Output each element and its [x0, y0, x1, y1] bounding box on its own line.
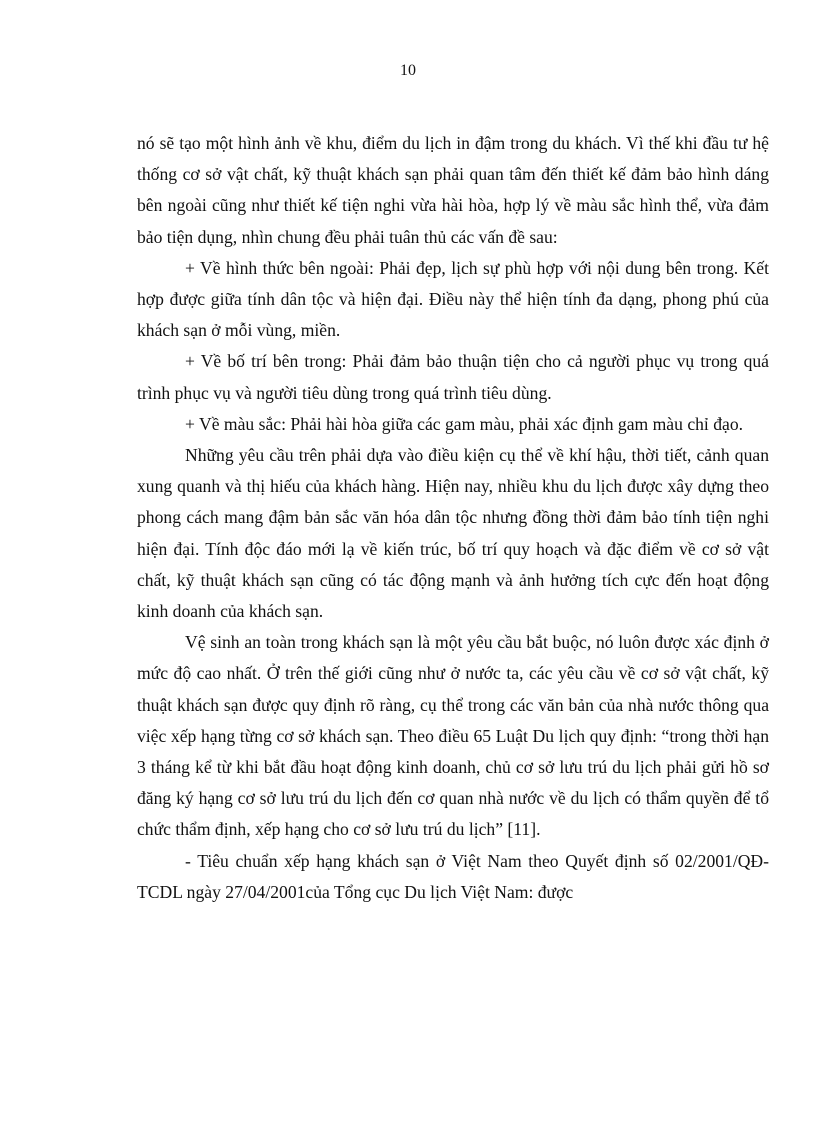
paragraph-hygiene-safety: Vệ sinh an toàn trong khách sạn là một yêu cầu bắt buộc, nó luôn được xác định ở mức độ cao nhất. Ở trên thế giới cũng như ở nước ta, các yêu cầu về cơ sở vật chất, kỹ thuật khách sạn được quy định rõ ràng, cụ thể trong các văn bản của nhà nước thông qua việc xếp hạng từng cơ sở khách sạn. Theo điều 65 Luật Du lịch quy định: “trong thời hạn 3 tháng kể từ khi bắt đầu hoạt động kinh doanh, chủ cơ sở lưu trú du lịch phải gửi hồ sơ đăng ký hạng cơ sở lưu trú du lịch đến cơ quan nhà nước về du lịch có thẩm quyền để tổ chức thẩm định, xếp hạng cho cơ sở lưu trú du lịch” [11].	[137, 632, 769, 840]
paragraph-requirements: Những yêu cầu trên phải dựa vào điều kiện cụ thể về khí hậu, thời tiết, cảnh quan xung quanh và thị hiếu của khách hàng. Hiện nay, nhiều khu du lịch được xây dựng theo phong cách mang đậm bản sắc văn hóa dân tộc nhưng đồng thời đảm bảo tính tiện nghi hiện đại. Tính độc đáo mới lạ về kiến trúc, bố trí quy hoạch và đặc điểm về cơ sở vật chất, kỹ thuật khách sạn cũng có tác động mạnh và ảnh hưởng tích cực đến hoạt động kinh doanh của khách sạn.	[137, 445, 769, 622]
page-number: 10	[400, 62, 416, 79]
paragraph-exterior-design: + Về hình thức bên ngoài: Phải đẹp, lịch sự phù hợp với nội dung bên trong. Kết hợp được giữa tính dân tộc và hiện đại. Điều này thể hiện tính đa dạng, phong phú của khách sạn ở mỗi vùng, miền.	[137, 257, 769, 341]
body-text	[137, 128, 769, 908]
paragraph-classification-standard: - Tiêu chuẩn xếp hạng khách sạn ở Việt Nam theo Quyết định số 02/2001/QĐ-TCDL ngày 27/04/2001của Tổng cục Du lịch Việt Nam: được	[137, 850, 769, 902]
paragraph-interior-layout: + Về bố trí bên trong: Phải đảm bảo thuận tiện cho cả người phục vụ trong quá trình phục vụ và người tiêu dùng trong quá trình tiêu dùng.	[137, 351, 769, 403]
paragraph-color: + Về màu sắc: Phải hài hòa giữa các gam màu, phải xác định gam màu chỉ đạo.	[185, 413, 744, 434]
paragraph-continuation: nó sẽ tạo một hình ảnh về khu, điểm du lịch in đậm trong du khách. Vì thế khi đầu tư hệ thống cơ sở vật chất, kỹ thuật khách sạn phải quan tâm đến thiết kế đảm bảo hình dáng bên ngoài cũng như thiết kế tiện nghi vừa hài hòa, hợp lý về màu sắc hình thể, vừa đảm bảo tiện dụng, nhìn chung đều phải tuân thủ các vấn đề sau:	[137, 133, 769, 247]
